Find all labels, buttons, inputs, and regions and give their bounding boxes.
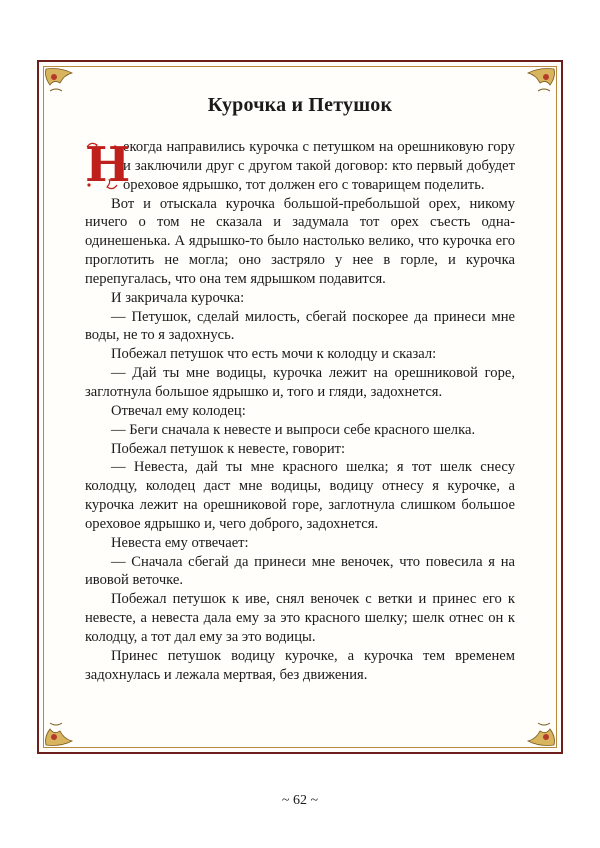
dropcap-letter: Н [85,137,131,193]
paragraph: — Сначала сбегай да принеси мне веночек, что повесила я на ивовой веточке. [85,553,515,589]
paragraph: Принес петушок водицу курочке, а курочка тем временем задохнулась и лежала мертвая, без движения. [85,647,515,683]
paragraph: — Дай ты мне водицы, курочка лежит на орешниковой горе, заглотнула большое ядрышко и, того и гляди, задохнется. [85,365,515,400]
paragraph: Невеста ему отвечает: [111,534,249,551]
first-paragraph [85,138,515,195]
paragraph: Отвечал ему колодец: [111,402,246,419]
paragraph: И закричала курочка: [111,289,245,306]
paragraph: — Петушок, сделай милость, сбегай поскорее да принеси мне воды, не то я задохнусь. [85,308,515,344]
page-title: Курочка и Петушок [207,94,393,116]
paragraph: — Беги сначала к невесте и выпроси себе красного шелка. [111,421,476,438]
page-number: ~ 62 ~ [281,793,319,808]
paragraph: Побежал петушок к иве, снял веночек с ветки и принес его к невесте, а невеста дала ему за это красного шелку; шелк отнес он к колодцу, а тот дал ему за это водицы. [85,591,515,645]
dropcap [85,137,131,193]
paragraph: Побежал петушок к невесте, говорит: [111,440,346,457]
paragraph: — Невеста, дай ты мне красного шелка; я тот шелк снесу колодцу, колодец даст мне водицы, водицу отнесу я курочке, а курочка лежит на орешниковой горе, заглотнула слишком большое ореховое ядрышко и, чего доброго, задохнется. [85,459,515,532]
first-paragraph-text: екогда направились курочка с петушком на орешниковую гору и заключили друг с другом такой договор: кто первый добудет ореховое ядрышко, тот должен его с товарищем поделить. [123,139,515,193]
story-text [85,138,515,684]
corner-ornament-icon [42,713,78,749]
corner-ornament-icon [522,713,558,749]
paragraph: Побежал петушок что есть мочи к колодцу и сказал: [111,346,437,363]
paragraph: Вот и отыскала курочка большой-пребольшой орех, никому ничего о том не сказала и задумала тот орех съесть одна-одинешенька. А ядрышко-то было настолько велико, что курочка его проглотить не могла; оно застряло у нее в горле, и курочка перепугалась, что она тем ядрышком подавится. [85,195,515,287]
